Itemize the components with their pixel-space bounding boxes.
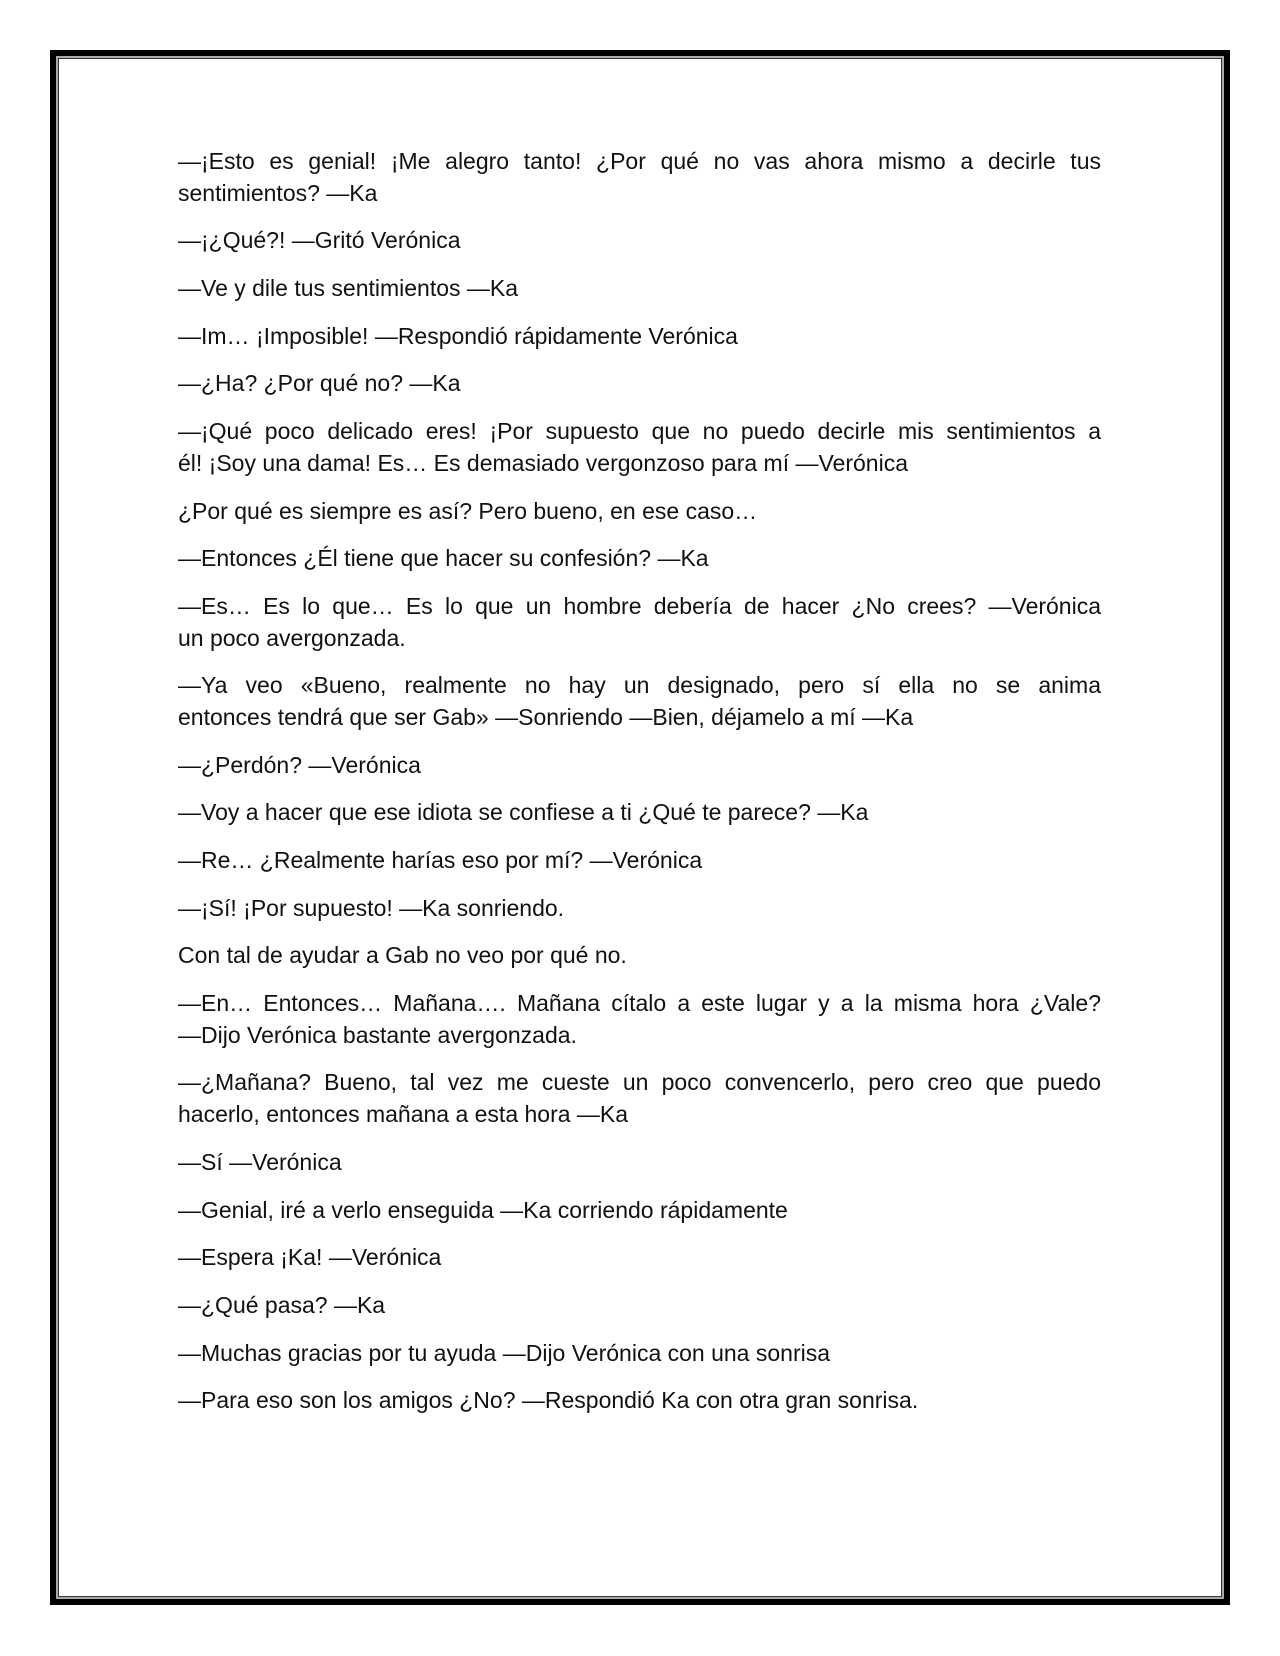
paragraph: [178, 797, 1101, 829]
text-line: —Sí —Verónica: [178, 1148, 342, 1175]
paragraph: [178, 225, 1101, 257]
text-line: —Ya veo «Bueno, realmente no hay un designado, pero sí ella no se anima: [178, 672, 1101, 699]
text-line: hacerlo, entonces mañana a esta hora —Ka: [178, 1101, 629, 1128]
paragraph: [178, 321, 1101, 353]
text-line: —Para eso son los amigos ¿No? —Respondió Ka con otra gran sonrisa.: [178, 1387, 919, 1414]
text-line: él! ¡Soy una dama! Es… Es demasiado vergonzoso para mí —Verónica: [178, 449, 908, 476]
paragraph: [178, 146, 1101, 209]
text-line: —¡Qué poco delicado eres! ¡Por supuesto que no puedo decirle mis sentimientos a: [178, 418, 1101, 445]
paragraph: [178, 1067, 1101, 1130]
paragraph: [178, 1195, 1101, 1227]
paragraph: [178, 1338, 1101, 1370]
text-line: un poco avergonzada.: [178, 624, 406, 651]
text-line: sentimientos? —Ka: [178, 179, 378, 206]
text-line: —¿Qué pasa? —Ka: [178, 1291, 386, 1318]
text-line: —Dijo Verónica bastante avergonzada.: [178, 1021, 577, 1048]
text-line: —¿Ha? ¿Por qué no? —Ka: [178, 370, 461, 397]
paragraph: [178, 1290, 1101, 1322]
text-line: —Voy a hacer que ese idiota se confiese a ti ¿Qué te parece? —Ka: [178, 799, 869, 826]
text-line: entonces tendrá que ser Gab» —Sonriendo —Bien, déjamelo a mí —Ka: [178, 703, 914, 730]
paragraph: [178, 893, 1101, 925]
paragraph: [178, 1147, 1101, 1179]
text-line: —¡Esto es genial! ¡Me alegro tanto! ¿Por qué no vas ahora mismo a decirle tus: [178, 148, 1101, 174]
text-line: —¿Mañana? Bueno, tal vez me cueste un poco convencerlo, pero creo que puedo: [178, 1069, 1101, 1096]
paragraph: [178, 1385, 1101, 1417]
paragraph: [178, 416, 1101, 479]
text-line: —Re… ¿Realmente harías eso por mí? —Verónica: [178, 847, 703, 873]
paragraph: [178, 368, 1101, 400]
paragraph: [178, 273, 1101, 305]
paragraph: [178, 543, 1101, 575]
text-line: —¡¿Qué?! —Gritó Verónica: [178, 227, 461, 254]
paragraph: [178, 940, 1101, 972]
paragraph: [178, 496, 1101, 528]
paragraph: [178, 1242, 1101, 1274]
paragraph: [178, 670, 1101, 733]
text-line: Con tal de ayudar a Gab no veo por qué no.: [178, 942, 627, 969]
paragraph: [178, 988, 1101, 1051]
text-line: —¿Perdón? —Verónica: [178, 751, 421, 778]
text-line: ¿Por qué es siempre es así? Pero bueno, en ese caso…: [178, 497, 758, 524]
text-line: —Genial, iré a verlo enseguida —Ka corriendo rápidamente: [178, 1196, 788, 1223]
text-line: —Muchas gracias por tu ayuda —Dijo Verónica con una sonrisa: [178, 1339, 831, 1366]
text-line: —En… Entonces… Mañana…. Mañana cítalo a este lugar y a la misma hora ¿Vale?: [178, 990, 1101, 1017]
text-line: —Entonces ¿Él tiene que hacer su confesión? —Ka: [178, 545, 709, 572]
paragraph: [178, 750, 1101, 782]
text-line: —¡Sí! ¡Por supuesto! —Ka sonriendo.: [178, 894, 565, 921]
text-line: —Es… Es lo que… Es lo que un hombre debería de hacer ¿No crees? —Verónica: [178, 592, 1101, 619]
text-line: —Im… ¡Imposible! —Respondió rápidamente Verónica: [178, 322, 738, 349]
paragraph: [178, 845, 1101, 877]
text-line: —Ve y dile tus sentimientos —Ka: [178, 275, 519, 302]
text-line: —Espera ¡Ka! —Verónica: [178, 1244, 442, 1271]
document-body: [178, 146, 1101, 1433]
paragraph: [178, 591, 1101, 654]
